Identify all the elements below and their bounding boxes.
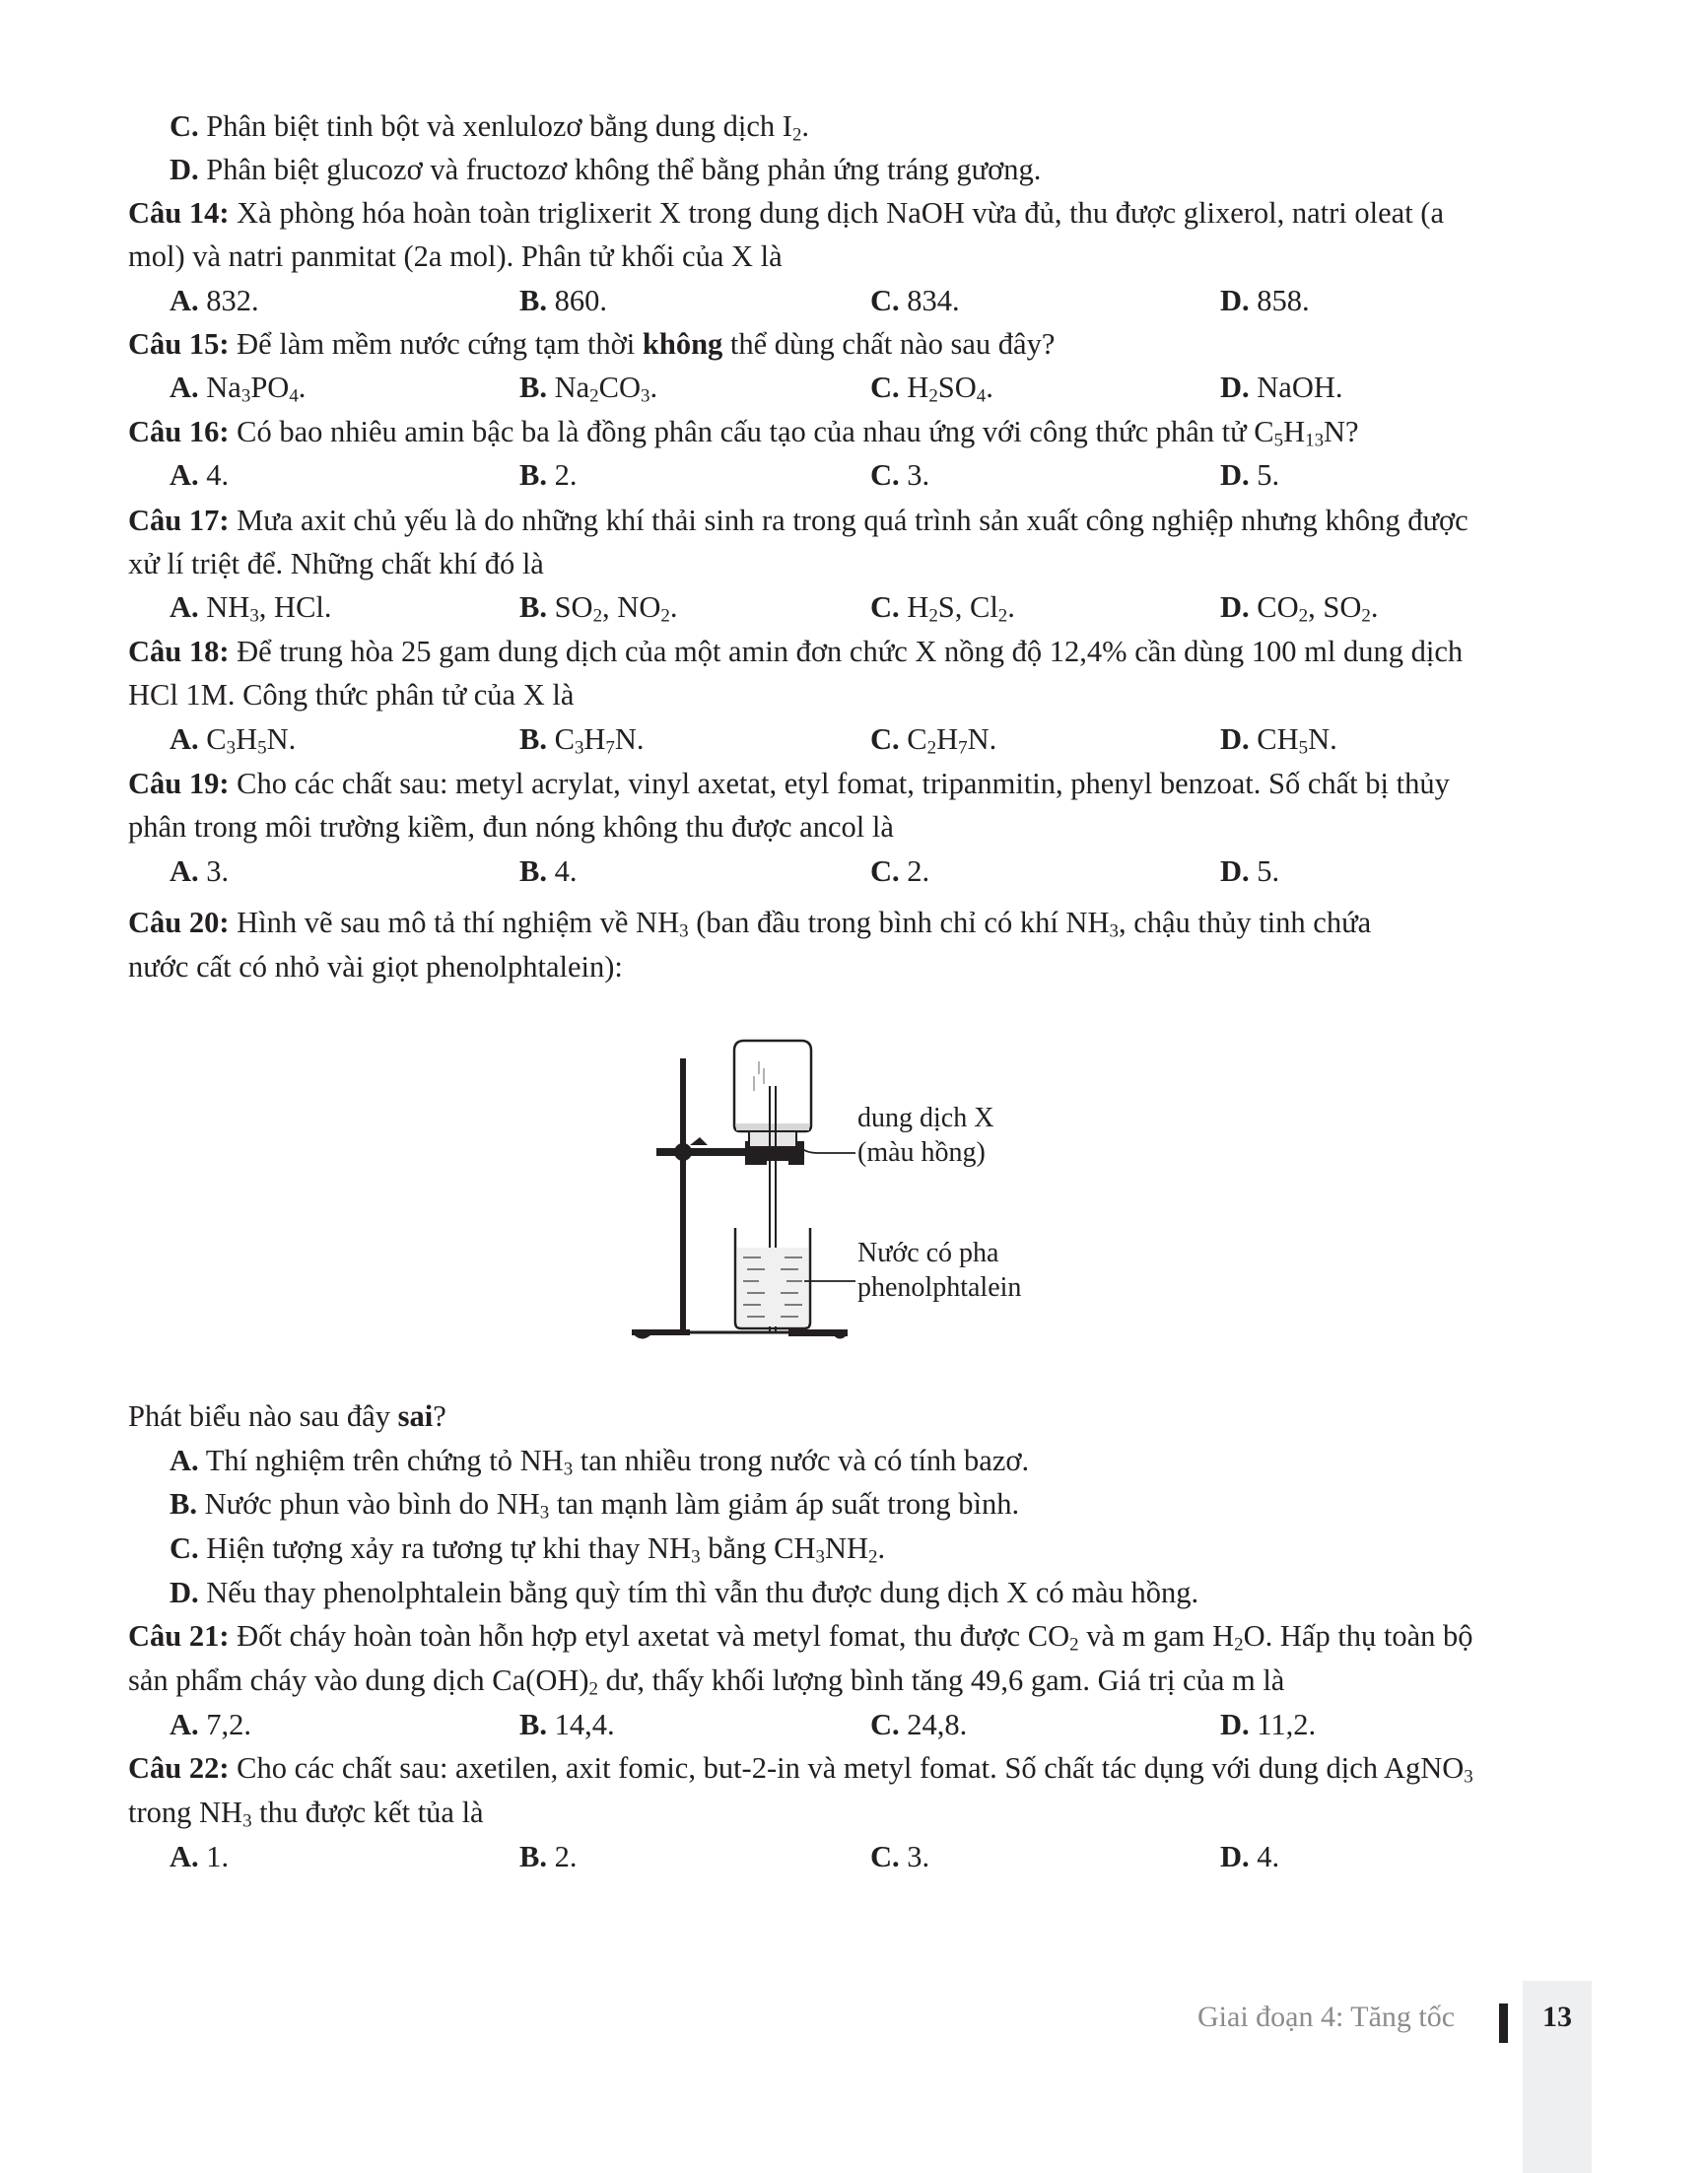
option-d: D. 5. xyxy=(1220,854,1280,888)
label-phenolphtalein: phenolphtalein xyxy=(857,1272,1022,1303)
question-18: Câu 18: Để trung hòa 25 gam dung dịch của một amin đơn chức X nồng độ 12,4% cần dùng 100 ml dung dịch xyxy=(128,635,1464,668)
label-pink-color: (màu hồng) xyxy=(857,1137,986,1168)
question-22: Câu 22: Cho các chất sau: axetilen, axit fomic, but-2-in và metyl fomat. Số chất tác dụng với dung dịch AgNO$_3$ xyxy=(128,1751,1473,1788)
question-17-cont: xử lí triệt để. Những chất khí đó là xyxy=(128,547,544,580)
clamp-knob xyxy=(674,1143,692,1161)
option-b: B. $C_3H_7N$. xyxy=(519,722,645,759)
footer-divider xyxy=(1499,2003,1508,2043)
question-21: Câu 21: Đốt cháy hoàn toàn hỗn hợp etyl axetat và metyl fomat, thu được $CO_2$ và m gam $H_2O$. Hấp thụ toàn bộ xyxy=(128,1619,1473,1656)
question-15-options xyxy=(0,366,1708,409)
option-b: B. 2. xyxy=(519,1840,578,1873)
question-19: Câu 19: Cho các chất sau: metyl acrylat, vinyl axetat, etyl fomat, tripanmitin, phenyl benzoat. Số chất bị thủy xyxy=(128,767,1450,800)
option-b: B. $Na_2CO_3$. xyxy=(519,371,658,407)
option-d: D. 4. xyxy=(1220,1840,1280,1873)
option-c: C. 2. xyxy=(870,854,930,888)
option-c: C. 834. xyxy=(870,284,960,317)
option-c: C. $C_2H_7N$. xyxy=(870,722,997,759)
question-19-options xyxy=(0,849,1708,893)
question-14: Câu 14: Xà phòng hóa hoàn toàn triglixerit X trong dung dịch NaOH vừa đủ, thu được glixerol, natri oleat (a xyxy=(128,196,1444,230)
question-20-cont: nước cất có nhỏ vài giọt phenolphtalein): xyxy=(128,950,623,984)
option-b: B. 2. xyxy=(519,458,578,492)
question-14-cont: mol) và natri panmitat (2a mol). Phân tử khối của X là xyxy=(128,239,783,273)
clamp-screw xyxy=(690,1137,708,1145)
option-c: C. $H_2SO_4$. xyxy=(870,371,993,407)
option-d: D. 858. xyxy=(1220,284,1310,317)
solution-x xyxy=(736,1123,809,1130)
option-a: A. 4. xyxy=(170,458,230,492)
stand-rod xyxy=(680,1058,686,1332)
stopper xyxy=(755,1147,790,1161)
experiment-illustration xyxy=(611,1037,1064,1362)
question-21-options xyxy=(0,1703,1708,1746)
option-b: B. 4. xyxy=(519,854,578,888)
option-c: C. $H_2S$, $Cl_2$. xyxy=(870,590,1015,627)
question-19-cont: phân trong môi trường kiềm, đun nóng không thu được ancol là xyxy=(128,810,894,844)
option-b: B. 14,4. xyxy=(519,1708,615,1741)
stand-foot-right xyxy=(833,1334,848,1339)
question-14-options xyxy=(0,279,1708,322)
option-c: C. 3. xyxy=(870,1840,930,1873)
option-a: A. 3. xyxy=(170,854,230,888)
question-20-prompt: Phát biểu nào sau đây sai? xyxy=(128,1399,446,1433)
question-20: Câu 20: Hình vẽ sau mô tả thí nghiệm về $NH_3$ (ban đầu trong bình chỉ có khí $NH_3$, chậu thủy tinh chứa xyxy=(128,906,1372,942)
question-18-cont: HCl 1M. Công thức phân tử của X là xyxy=(128,678,575,712)
option-a: A. 7,2. xyxy=(170,1708,252,1741)
label-solution-x: dung dịch X xyxy=(857,1103,994,1133)
label-water: Nước có pha xyxy=(857,1238,999,1268)
option-d: D. NaOH. xyxy=(1220,371,1343,404)
question-17-options xyxy=(0,585,1708,629)
page-number: 13 xyxy=(1542,2001,1572,2033)
option-d: D. 11,2. xyxy=(1220,1708,1317,1741)
question-22-options xyxy=(0,1835,1708,1878)
question-15: Câu 15: Để làm mềm nước cứng tạm thời không thể dùng chất nào sau đây? xyxy=(128,327,1056,361)
question-20-option-c: C. Hiện tượng xảy ra tương tự khi thay $NH_3$ bằng $CH_3NH_2$. xyxy=(170,1531,886,1568)
question-18-options xyxy=(0,717,1708,761)
leader-line-x xyxy=(798,1145,855,1153)
option-d: D. 5. xyxy=(1220,458,1280,492)
question-20-option-a: A. Thí nghiệm trên chứng tỏ $NH_3$ tan nhiều trong nước và có tính bazơ. xyxy=(170,1444,1030,1480)
beaker-water xyxy=(737,1248,808,1326)
option-d: D. $CO_2$, $SO_2$. xyxy=(1220,590,1379,627)
option-a: A. 1. xyxy=(170,1840,230,1873)
question-17: Câu 17: Mưa axit chủ yếu là do những khí thải sinh ra trong quá trình sản xuất công nghiệp nhưng không được xyxy=(128,504,1469,537)
nh3-fountain-experiment-diagram xyxy=(611,1037,1064,1362)
question-20-option-b: B. Nước phun vào bình do $NH_3$ tan mạnh làm giảm áp suất trong bình. xyxy=(170,1487,1020,1524)
prev-option-d: D. Phân biệt glucozơ và fructozơ không thể bằng phản ứng tráng gương. xyxy=(170,153,1042,186)
option-d: D. $CH_5N$. xyxy=(1220,722,1337,759)
question-16: Câu 16: Có bao nhiêu amin bậc ba là đồng phân cấu tạo của nhau ứng với công thức phân tử $C_5H_{13}N$? xyxy=(128,415,1359,451)
question-20-option-d: D. Nếu thay phenolphtalein bằng quỳ tím thì vẫn thu được dung dịch X có màu hồng. xyxy=(170,1576,1199,1609)
option-a: A. 832. xyxy=(170,284,259,317)
option-c: C. 24,8. xyxy=(870,1708,968,1741)
option-b: B. 860. xyxy=(519,284,607,317)
section-title: Giai đoạn 4: Tăng tốc xyxy=(1197,2001,1456,2033)
question-22-cont: trong $NH_3$ thu được kết tủa là xyxy=(128,1796,484,1832)
flask-body xyxy=(734,1041,811,1131)
question-16-options xyxy=(0,453,1708,497)
option-c: C. 3. xyxy=(870,458,930,492)
option-b: B. $SO_2$, $NO_2$. xyxy=(519,590,678,627)
flask-neck xyxy=(749,1131,796,1147)
option-a: A. $C_3H_5N$. xyxy=(170,722,297,759)
prev-option-c: C. Phân biệt tinh bột và xenlulozơ bằng dung dịch $I_2$. xyxy=(170,109,810,146)
option-a: A. $Na_3PO_4$. xyxy=(170,371,307,407)
question-21-cont: sản phẩm cháy vào dung dịch $Ca(OH)_2$ dư, thấy khối lượng bình tăng 49,6 gam. Giá trị của m là xyxy=(128,1664,1285,1700)
option-a: A. $NH_3$, HCl. xyxy=(170,590,332,627)
